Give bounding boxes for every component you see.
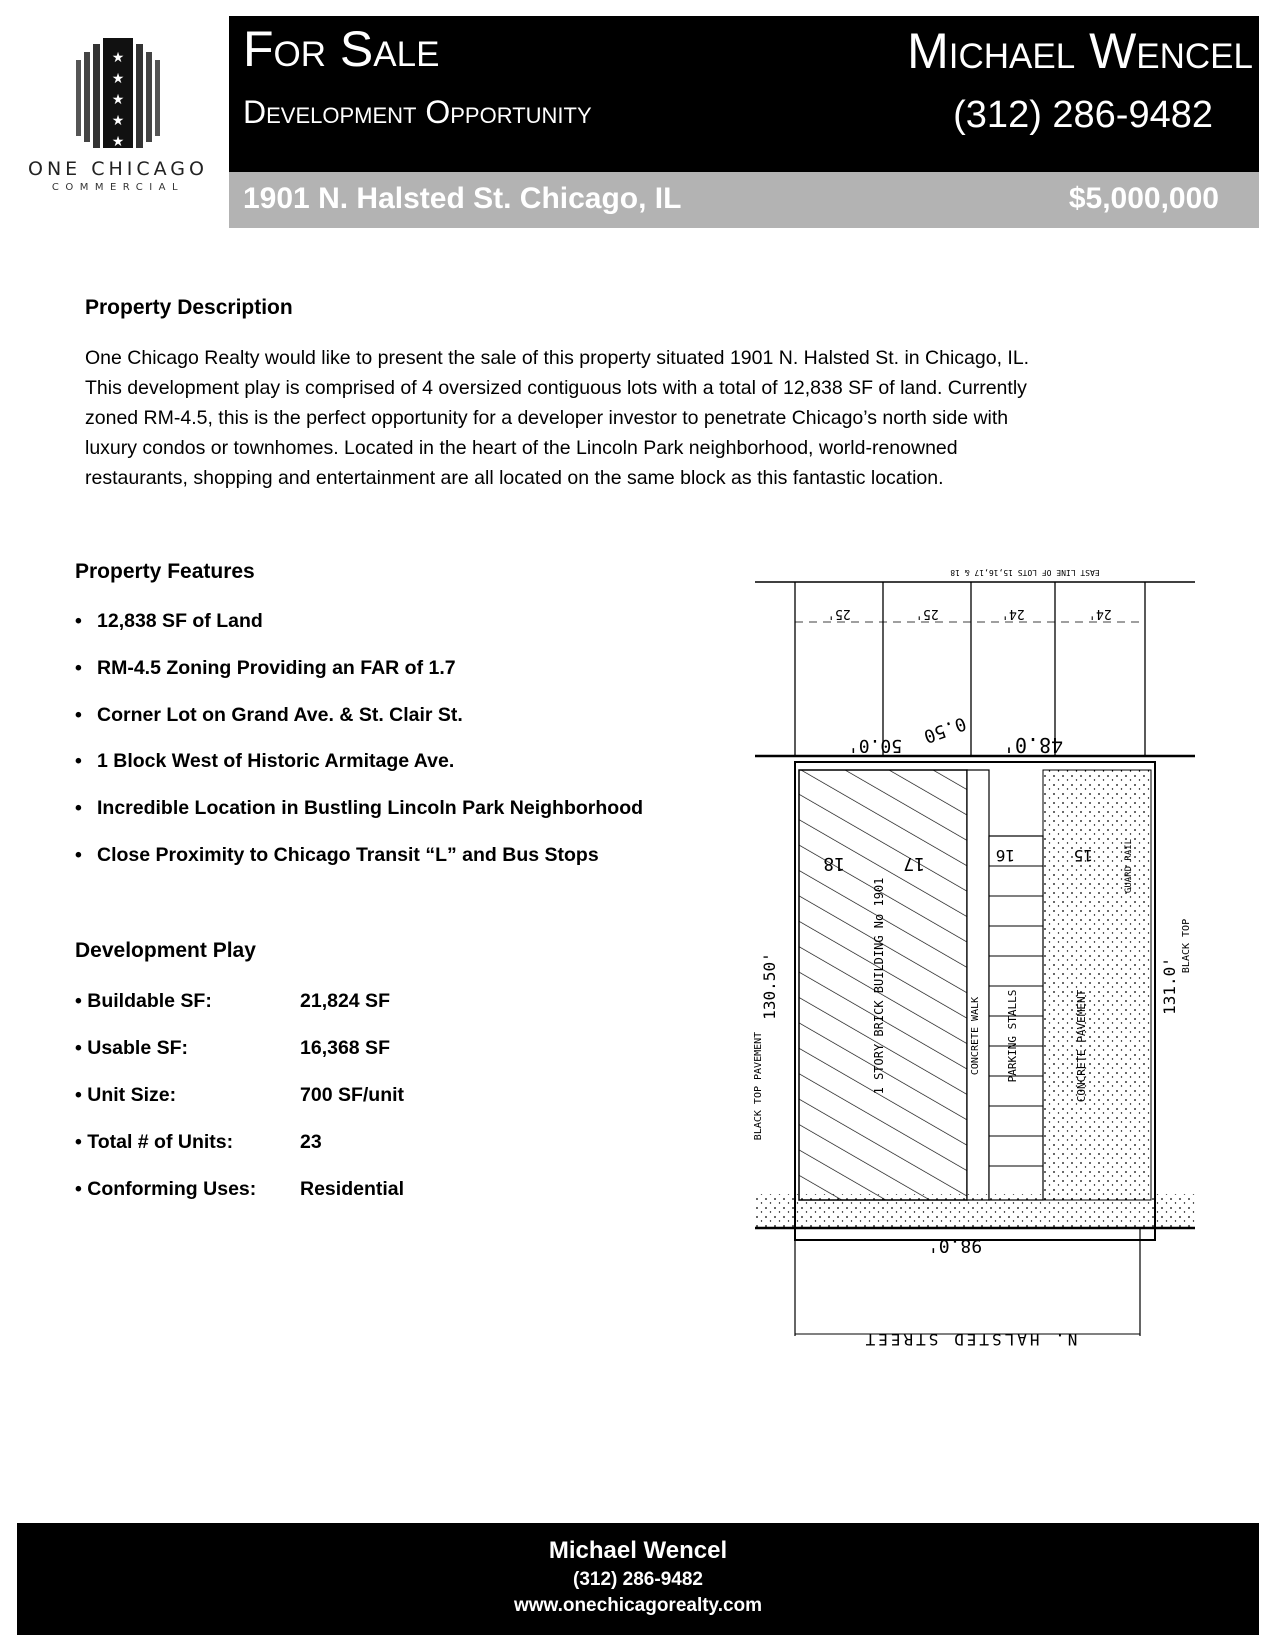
description-line: One Chicago Realty would like to present the sale of this property situated 1901 N. Halsted St. in Chicago, IL.: [85, 347, 1030, 369]
development-row: [75, 1130, 404, 1177]
plat-dim: 130.50': [760, 952, 779, 1020]
development-heading: Development Play: [75, 939, 256, 962]
dev-label: • Conforming Uses:: [75, 1178, 257, 1200]
footer-website-link[interactable]: www.onechicagorealty.com: [513, 1595, 763, 1616]
lot-number: 17: [903, 853, 925, 874]
header-banner: [229, 16, 1259, 172]
guard-rail-label: GUARD RAIL: [1124, 838, 1134, 894]
logo-sub: COMMERCIAL: [51, 182, 185, 193]
plat-width: 24': [1088, 606, 1112, 621]
property-address: 1901 N. Halsted St. Chicago, IL: [243, 182, 682, 215]
feature-item: • Incredible Location in Bustling Lincoln Park Neighborhood: [75, 797, 644, 820]
dev-label: • Total # of Units:: [75, 1131, 234, 1153]
plat-of-survey: [755, 566, 1195, 1374]
agent-name: Michael Wencel: [907, 23, 1253, 79]
features-heading: Property Features: [75, 560, 255, 583]
description-heading: Property Description: [85, 296, 293, 319]
company-logo: [18, 38, 218, 198]
dev-value: 23: [300, 1131, 322, 1153]
dev-label: • Usable SF:: [75, 1037, 189, 1059]
description-line: restaurants, shopping and entertainment are all located on the same block as this fantastic location.: [85, 467, 944, 489]
description-line: luxury condos or townhomes. Located in the heart of the Lincoln Park neighborhood, world-renowned: [85, 437, 958, 459]
plat-dim: 50.0': [847, 735, 903, 756]
pavement-label: CONCRETE PAVEMENT: [1075, 989, 1088, 1103]
bullet-icon: •: [75, 750, 82, 773]
feature-item: • Corner Lot on Grand Ave. & St. Clair St.: [75, 703, 463, 726]
description-line: zoned RM-4.5, this is the perfect opportunity for a developer investor to penetrate Chicago’s north side with: [85, 407, 1009, 429]
svg-text:★: ★: [111, 92, 125, 108]
feature-item: • RM-4.5 Zoning Providing an FAR of 1.7: [75, 656, 456, 679]
footer-phone: (312) 286-9482: [573, 1569, 703, 1590]
plat-width: 24': [1001, 606, 1025, 621]
dev-value: Residential: [300, 1178, 405, 1200]
features-list: [75, 609, 643, 890]
street-label: N. HALSTED STREET: [862, 1330, 1078, 1349]
walk-label: CONCRETE WALK: [970, 996, 981, 1076]
footer-agent-name: Michael Wencel: [548, 1537, 728, 1564]
skyline-star-icon: [76, 38, 160, 148]
dev-value: 21,824 SF: [300, 990, 390, 1012]
plat-top-label: EAST LINE OF LOTS 15,16,17 & 18: [950, 568, 1100, 577]
property-price: $5,000,000: [1068, 182, 1219, 215]
lot-number: 18: [823, 853, 845, 874]
plat-width: 25': [915, 606, 939, 621]
description-text: [85, 343, 1135, 493]
development-row: [75, 1083, 404, 1130]
blacktop-label: BLACK TOP PAVEMENT: [753, 1031, 764, 1141]
development-row: [75, 1177, 404, 1224]
listing-subtitle: Development Opportunity: [243, 94, 592, 130]
feature-item: • 12,838 SF of Land: [75, 610, 263, 632]
bullet-icon: •: [75, 797, 82, 820]
dev-label: • Buildable SF:: [75, 990, 212, 1012]
description-line: This development play is comprised of 4 oversized contiguous lots with a total of 12,838 SF of land. Currently: [85, 377, 1027, 399]
lot-number: 16: [995, 846, 1015, 865]
plat-dim: 48.0': [1002, 733, 1064, 757]
bullet-icon: •: [75, 843, 82, 866]
footer-banner: [17, 1523, 1259, 1635]
feature-item: • 1 Block West of Historic Armitage Ave.: [75, 750, 455, 773]
dev-label: • Unit Size:: [75, 1084, 177, 1106]
plat-width: 25': [827, 606, 851, 621]
plat-dim: 131.0': [1160, 957, 1179, 1015]
bullet-icon: •: [75, 656, 82, 679]
feature-item: • Close Proximity to Chicago Transit “L” and Bus Stops: [75, 843, 599, 866]
svg-text:★: ★: [111, 71, 125, 87]
development-row: [75, 989, 404, 1036]
dev-value: 700 SF/unit: [300, 1084, 405, 1106]
parking-label: PARKING STALLS: [1006, 989, 1019, 1083]
building-label: 1 STORY BRICK BUILDING No 1901: [872, 877, 886, 1095]
plat-dim: 98.0': [927, 1235, 983, 1256]
plat-dim: 0.50: [920, 712, 969, 747]
blacktop-label: BLACK TOP: [1181, 918, 1192, 974]
dev-value: 16,368 SF: [300, 1037, 390, 1059]
agent-phone: (312) 286-9482: [953, 94, 1213, 136]
bullet-icon: •: [75, 610, 82, 632]
development-row: [75, 1036, 404, 1083]
address-band: [229, 172, 1259, 228]
listing-title: For Sale: [243, 21, 440, 77]
svg-text:★: ★: [111, 50, 125, 66]
development-table: [75, 989, 404, 1224]
lot-number: 15: [1073, 846, 1093, 865]
bullet-icon: •: [75, 703, 82, 726]
svg-text:★: ★: [111, 134, 125, 150]
logo-name: ONE CHICAGO: [28, 158, 208, 180]
svg-text:★: ★: [111, 113, 125, 129]
